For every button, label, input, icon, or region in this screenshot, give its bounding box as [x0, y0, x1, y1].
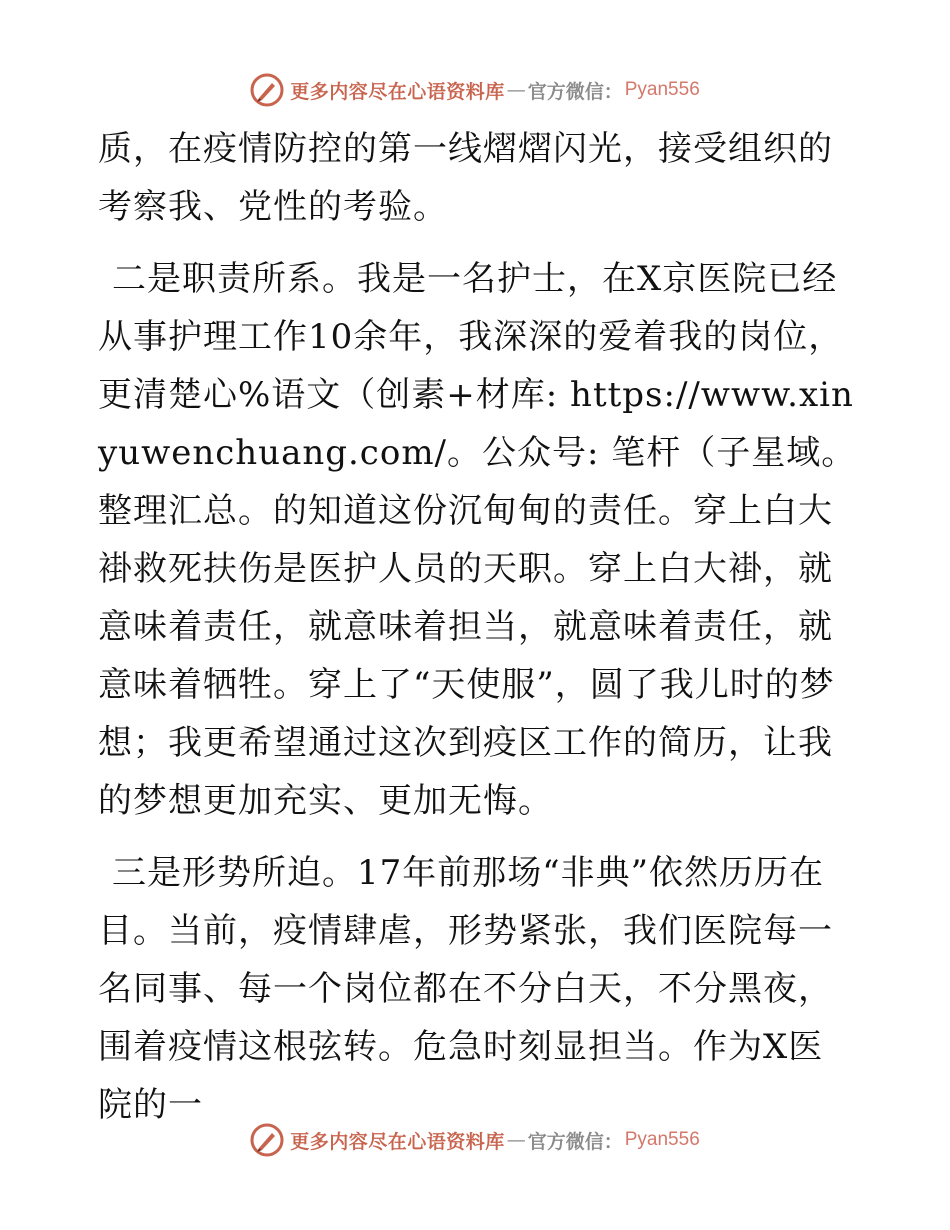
banner-wechat-id: Pyan556: [624, 1129, 700, 1150]
banner-separator: —: [506, 79, 526, 101]
banner-official-label: 官方微信：: [527, 1130, 623, 1153]
paragraph-1: 质，在疫情防控的第一线熠熠闪光，接受组织的考察我、党性的考验。: [98, 129, 833, 227]
banner-wechat-id: Pyan556: [624, 79, 700, 100]
banner-separator: —: [506, 1129, 526, 1151]
header-banner: [0, 70, 950, 110]
banner-text: 更多内容尽在心语资料库: [290, 1130, 505, 1153]
pen-logo-icon: [250, 73, 284, 107]
paragraph-3: 三是形势所迫。17年前那场“非典”依然历历在目。当前，疫情肆虐，形势紧张，我们医院每一名同事、每一个岗位都在不分白天，不分黑夜，围着疫情这根弦转。危急时刻显担当。作为X医院的一: [98, 853, 833, 1125]
pen-logo-icon: [250, 1123, 284, 1157]
footer-banner: [0, 1120, 950, 1160]
banner-official-label: 官方微信：: [527, 80, 623, 103]
document-body: [98, 120, 858, 1148]
paragraph-2: 二是职责所系。我是一名护士，在X京医院已经从事护理工作10余年，我深深的爱着我的岗位，更清楚心%语文（创素+材库: https://www.xinyuwenchuang.com/。公众号: 笔杆（子星域。整理汇总。的知道这份沉甸甸的责任。穿上白大褂救死扶伤是医护人员的天职。穿上白大褂，就意味着责任，就意味着担当，就意味着责任，就意味着牺牲。穿上了“天使服”，圆了我儿时的梦想；我更希望通过这次到疫区工作的简历，让我的梦想更加充实、更加无悔。: [98, 259, 857, 821]
banner-text: 更多内容尽在心语资料库: [290, 80, 505, 103]
